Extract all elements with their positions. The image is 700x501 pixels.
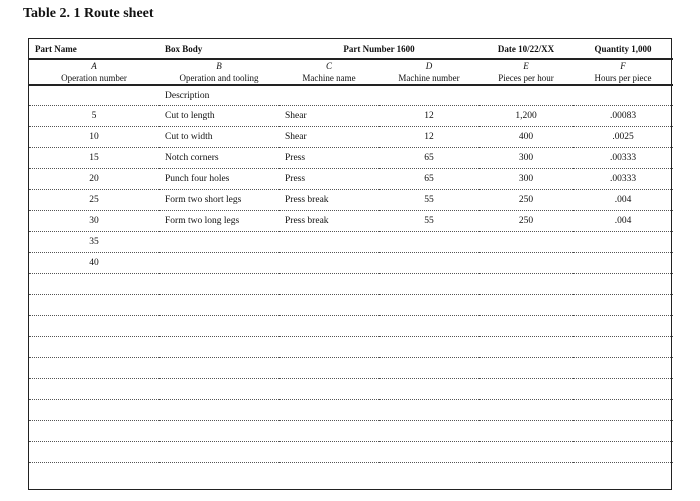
operation-description: Form two short legs <box>159 190 279 211</box>
part-name-label: Part Name <box>29 39 159 59</box>
column-letter-c: C <box>325 60 332 71</box>
column-header-operation-number: Operation number <box>29 71 159 85</box>
machine-name <box>279 232 379 253</box>
table-row <box>29 127 673 148</box>
machine-name: Press break <box>279 211 379 232</box>
machine-number: 55 <box>379 190 479 211</box>
operation-number: 40 <box>29 253 159 274</box>
machine-name: Shear <box>279 106 379 127</box>
table-row <box>29 253 673 274</box>
machine-name: Press <box>279 148 379 169</box>
blank-row <box>29 421 673 442</box>
operation-description: Cut to width <box>159 127 279 148</box>
table-row <box>29 232 673 253</box>
operation-number: 10 <box>29 127 159 148</box>
table-row <box>29 211 673 232</box>
operation-description: Form two long legs <box>159 211 279 232</box>
hours-per-piece <box>573 232 673 253</box>
operation-description: Punch four holes <box>159 169 279 190</box>
pieces-per-hour: 300 <box>479 148 573 169</box>
operation-description <box>159 232 279 253</box>
column-header-machine-number: Machine number <box>379 71 479 85</box>
description-label: Description <box>159 85 279 106</box>
hours-per-piece: .0025 <box>573 127 673 148</box>
operation-description: Cut to length <box>159 106 279 127</box>
machine-number: 12 <box>379 106 479 127</box>
blank-row <box>29 337 673 358</box>
quantity: Quantity 1,000 <box>573 39 673 59</box>
machine-name: Shear <box>279 127 379 148</box>
blank-row <box>29 400 673 421</box>
machine-number: 12 <box>379 127 479 148</box>
blank-row <box>29 442 673 463</box>
table-row <box>29 106 673 127</box>
hours-per-piece: .004 <box>573 190 673 211</box>
machine-number <box>379 232 479 253</box>
operation-number: 35 <box>29 232 159 253</box>
route-sheet <box>28 38 672 490</box>
operation-number: 15 <box>29 148 159 169</box>
blank-row <box>29 379 673 400</box>
hours-per-piece: .00083 <box>573 106 673 127</box>
hours-per-piece <box>573 253 673 274</box>
operation-number: 25 <box>29 190 159 211</box>
pieces-per-hour: 1,200 <box>479 106 573 127</box>
column-header-machine-name: Machine name <box>279 71 379 85</box>
pieces-per-hour: 300 <box>479 169 573 190</box>
column-header-hours-per-piece: Hours per piece <box>573 71 673 85</box>
column-letter-d: D <box>425 60 433 71</box>
pieces-per-hour: 250 <box>479 190 573 211</box>
hours-per-piece: .00333 <box>573 169 673 190</box>
operation-description <box>159 253 279 274</box>
pieces-per-hour: 400 <box>479 127 573 148</box>
table-row <box>29 190 673 211</box>
machine-number: 55 <box>379 211 479 232</box>
blank-row <box>29 274 673 295</box>
column-header-pieces-per-hour: Pieces per hour <box>479 71 573 85</box>
operation-number: 20 <box>29 169 159 190</box>
blank-row <box>29 316 673 337</box>
machine-number <box>379 253 479 274</box>
column-letter-f: F <box>620 60 626 71</box>
pieces-per-hour: 250 <box>479 211 573 232</box>
machine-number: 65 <box>379 169 479 190</box>
part-number: Part Number 1600 <box>279 39 479 59</box>
date: Date 10/22/XX <box>479 39 573 59</box>
column-letter-a: A <box>91 60 97 71</box>
hours-per-piece: .004 <box>573 211 673 232</box>
pieces-per-hour <box>479 232 573 253</box>
route-sheet-table <box>29 39 673 463</box>
column-letter-e: E <box>523 60 529 71</box>
page-title: Table 2. 1 Route sheet <box>23 6 154 21</box>
blank-row <box>29 358 673 379</box>
machine-number: 65 <box>379 148 479 169</box>
blank-row <box>29 295 673 316</box>
pieces-per-hour <box>479 253 573 274</box>
operation-number: 30 <box>29 211 159 232</box>
column-letter-b: B <box>216 60 222 71</box>
hours-per-piece: .00333 <box>573 148 673 169</box>
column-header-operation-tooling: Operation and tooling <box>159 71 279 85</box>
part-name-value: Box Body <box>159 39 279 59</box>
operation-description: Notch corners <box>159 148 279 169</box>
table-row <box>29 169 673 190</box>
machine-name <box>279 253 379 274</box>
machine-name: Press <box>279 169 379 190</box>
machine-name: Press break <box>279 190 379 211</box>
operation-number: 5 <box>29 106 159 127</box>
table-row <box>29 148 673 169</box>
